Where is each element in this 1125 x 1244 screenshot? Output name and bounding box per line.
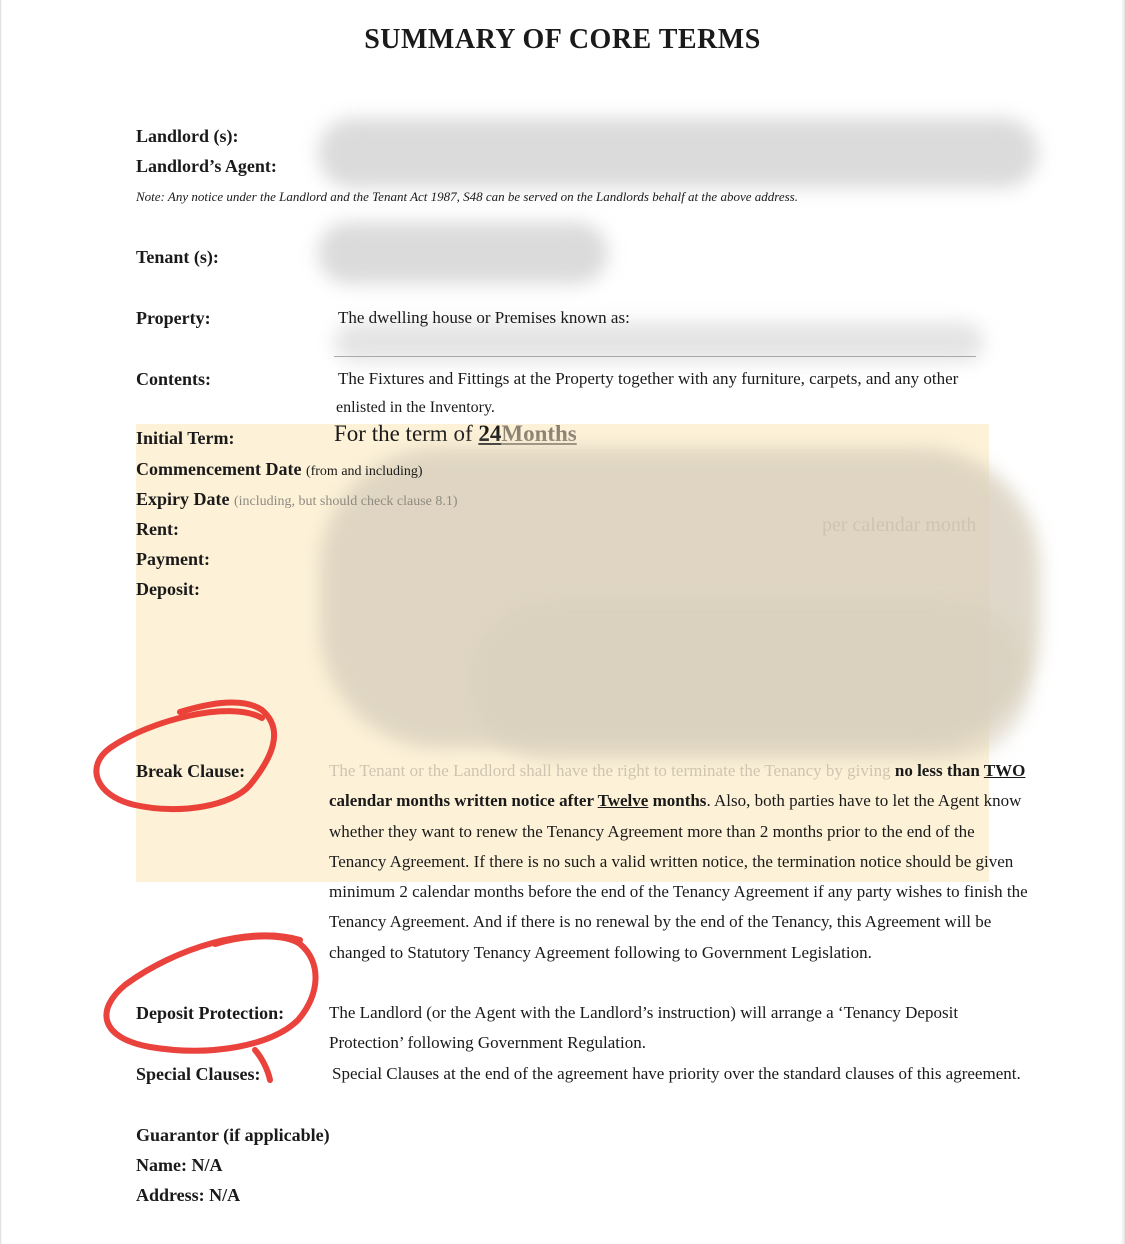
contents-line-2: enlisted in the Inventory.	[336, 399, 495, 416]
payment-label: Payment:	[136, 549, 210, 569]
break-clause-label: Break Clause:	[136, 761, 246, 781]
commencement-label-text: Commencement Date	[136, 459, 302, 479]
document-title: SUMMARY OF CORE TERMS	[364, 24, 761, 55]
notice-note: Note: Any notice under the Landlord and the Tenant Act 1987, S48 can be served on the Landlords behalf at the above address.	[136, 189, 798, 204]
guarantor-label: Guarantor (if applicable)	[136, 1125, 330, 1145]
expiry-sub: (including, but should check clause 8.1)	[234, 494, 458, 509]
special-clauses-label: Special Clauses:	[136, 1064, 261, 1084]
expiry-label-text: Expiry Date	[136, 489, 230, 509]
break-clause-two: TWO	[983, 761, 1026, 780]
property-value: The dwelling house or Premises known as:	[338, 308, 630, 327]
break-clause-bold-3: months	[648, 791, 707, 811]
rent-value-visible: per calendar month	[822, 514, 977, 536]
special-clauses-text: Special Clauses at the end of the agreement have priority over the standard clauses of this agreement.	[332, 1064, 1021, 1083]
landlord-label: Landlord (s):	[136, 126, 239, 146]
contents-label: Contents:	[136, 369, 211, 389]
break-clause-bold-2: calendar months written notice after	[329, 791, 598, 811]
agent-label: Landlord’s Agent:	[136, 156, 277, 176]
rent-label: Rent:	[136, 519, 179, 539]
red-circle-deposit-protection	[106, 935, 315, 1080]
guarantor-address: Address: N/A	[136, 1185, 241, 1205]
property-label: Property:	[136, 308, 211, 328]
break-clause-rest: . Also, both parties have to let the Agent know whether they want to renew the Tenancy Agreement more than 2 months prior to the end of the Tenancy Agreement. If there is no such a valid written notice, the termination notice should be given minimum 2 calendar months before the end of the Tenancy Agreement if any party wishes to finish the Tenancy Agreement. And if there is no renewal by the end of the Tenancy, this Agreement will be changed to Statutory Tenancy Agreement following to Government Legislation.	[329, 791, 1028, 962]
deposit-protection-text: The Landlord (or the Agent with the Landlord’s instruction) will arrange a ‘Tenancy Deposit Protection’ following Government Regulation.	[329, 1003, 959, 1053]
initial-term-label: Initial Term:	[136, 428, 235, 448]
red-circle-break-clause	[96, 702, 274, 809]
deposit-label: Deposit:	[136, 579, 200, 599]
break-clause-twelve: Twelve	[597, 791, 649, 811]
initial-term-unit: Months	[501, 421, 577, 446]
tenant-label: Tenant (s):	[136, 247, 219, 267]
break-clause-bold-1: no less than	[894, 761, 984, 780]
guarantor-name: Name: N/A	[136, 1155, 223, 1175]
initial-term-number: 24	[478, 421, 502, 446]
initial-term-prefix: For the term of	[334, 421, 479, 446]
contents-line-1: The Fixtures and Fittings at the Property together with any furniture, carpets, and any other	[338, 369, 959, 388]
commencement-sub: (from and including)	[305, 464, 423, 479]
break-clause-faint: The Tenant or the Landlord shall have the right to terminate the Tenancy by giving	[329, 761, 895, 780]
deposit-protection-label: Deposit Protection:	[136, 1003, 285, 1023]
